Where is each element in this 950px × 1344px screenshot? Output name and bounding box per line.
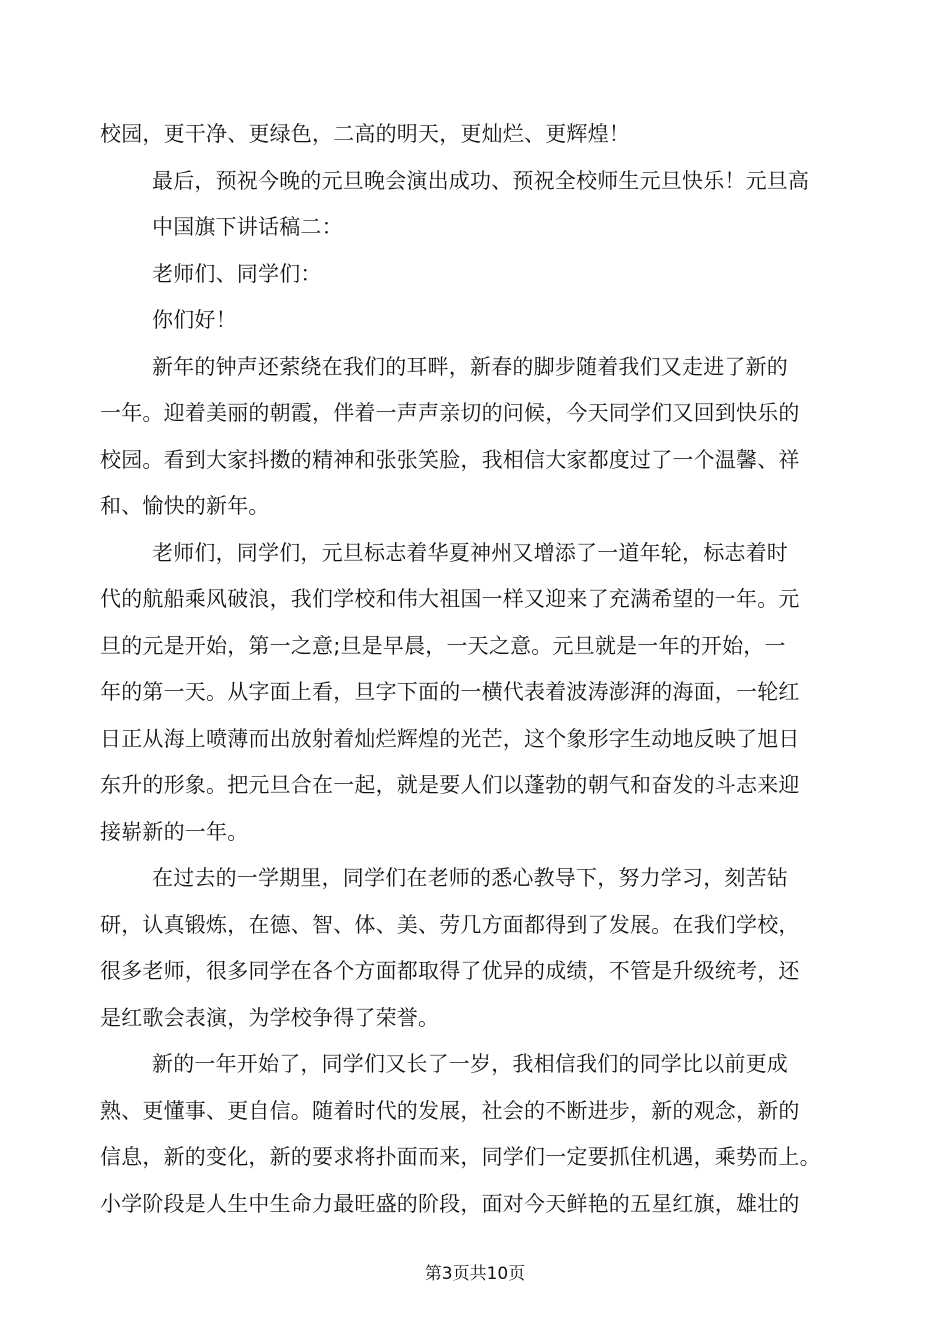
text-line: 一年。迎着美丽的朝霞，伴着一声声亲切的问候，今天同学们又回到快乐的 [100, 401, 800, 425]
text-line: 新年的钟声还萦绕在我们的耳畔，新春的脚步随着我们又走进了新的 [152, 354, 788, 379]
text-line: 老师们，同学们，元旦标志着华夏神州又增添了一道年轮，标志着时 [152, 540, 788, 565]
text-line: 研，认真锻炼，在德、智、体、美、劳几方面都得到了发展。在我们学校， [100, 912, 800, 937]
text-line: 旦的元是开始，第一之意;旦是早晨，一天之意。元旦就是一年的开始，一 [100, 633, 786, 658]
text-line: 年的第一天。从字面上看，旦字下面的一横代表着波涛澎湃的海面，一轮红 [100, 680, 800, 704]
text-line: 很多老师，很多同学在各个方面都取得了优异的成绩，不管是升级统考，还 [100, 959, 800, 983]
text-line: 你们好！ [152, 308, 237, 332]
text-line: 信息，新的变化，新的要求将扑面而来，同学们一定要抓住机遇，乘势而上。 [100, 1145, 821, 1169]
text-line: 新的一年开始了，同学们又长了一岁，我相信我们的同学比以前更成 [152, 1052, 788, 1076]
text-line: 接崭新的一年。 [100, 819, 249, 844]
page-number-footer: 第3页共10页 [424, 1264, 526, 1284]
text-line: 日正从海上喷薄而出放射着灿烂辉煌的光芒，这个象形字生动地反映了旭日 [100, 726, 800, 751]
text-line: 最后，预祝今晚的元旦晚会演出成功、预祝全校师生元旦快乐！元旦高 [152, 168, 810, 193]
text-line: 是红歌会表演，为学校争得了荣誉。 [100, 1005, 440, 1030]
text-line: 代的航船乘风破浪，我们学校和伟大祖国一样又迎来了充满希望的一年。元 [100, 587, 800, 611]
text-line: 熟、更懂事、更自信。随着时代的发展，社会的不断进步，新的观念，新的 [100, 1098, 800, 1123]
text-line: 在过去的一学期里，同学们在老师的悉心教导下，努力学习，刻苦钻 [152, 866, 788, 890]
text-line: 中国旗下讲话稿二： [152, 215, 343, 239]
text-line: 和、愉快的新年。 [100, 494, 270, 518]
text-line: 东升的形象。把元旦合在一起，就是要人们以蓬勃的朝气和奋发的斗志来迎 [100, 773, 800, 797]
text-line: 老师们、同学们： [152, 261, 322, 286]
text-line: 校园。看到大家抖擞的精神和张张笑脸，我相信大家都度过了一个温馨、祥 [100, 447, 800, 472]
text-line: 校园，更干净、更绿色，二高的明天，更灿烂、更辉煌！ [100, 122, 630, 146]
document-body [100, 111, 860, 1227]
text-line: 小学阶段是人生中生命力最旺盛的阶段，面对今天鲜艳的五星红旗，雄壮的 [100, 1191, 800, 1216]
